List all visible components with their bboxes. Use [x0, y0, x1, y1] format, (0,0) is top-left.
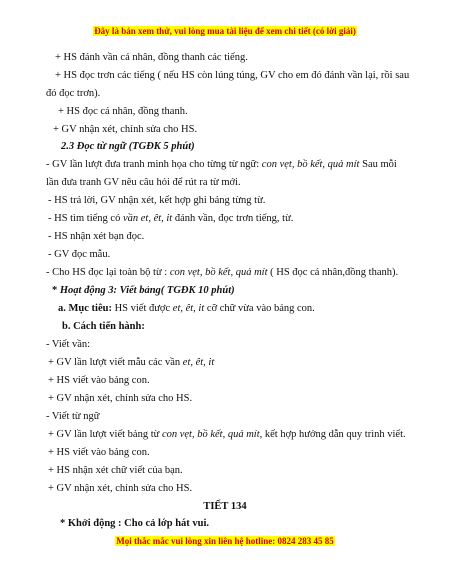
text-line: - HS trả lời, GV nhận xét, kết hợp ghi bảng từng từ.: [48, 195, 266, 206]
text-line: - Cho HS đọc lại toàn bộ từ : con vẹt, bồ kết, quả mít ( HS đọc cá nhân,đồng thanh).: [46, 267, 399, 278]
text-line: + HS đánh vần cá nhân, đồng thanh các tiếng.: [55, 52, 248, 63]
text-line: - Viết từ ngữ: [46, 411, 100, 422]
text-line: + HS viết vào bảng con.: [48, 375, 150, 386]
preview-notice-banner: Đây là bản xem thử, vui lòng mua tài liệu để xem chi tiết (có lời giải): [94, 26, 356, 36]
text-line: đó đọc trơn).: [46, 88, 101, 99]
text-line: + GV nhận xét, chỉnh sửa cho HS.: [53, 124, 198, 135]
text-line: + GV lần lượt viết mẫu các vần et, êt, it: [48, 357, 215, 368]
text-line: + GV lần lượt viết bảng từ con vẹt, bồ kết, quả mít, kết hợp hướng dẫn quy trình viết.: [48, 429, 406, 440]
lesson-title: TIẾT 134: [203, 501, 247, 512]
text-line: - GV lần lượt đưa tranh minh họa cho từng từ ngữ: con vẹt, bồ kết, quả mít Sau mỗi: [46, 159, 397, 170]
objective-line: a. Mục tiêu: HS viết được et, êt, it cỡ chữ vừa vào bảng con.: [58, 303, 315, 314]
text-line: + GV nhận xét, chỉnh sửa cho HS.: [48, 393, 193, 404]
text-line: - GV đọc mẫu.: [48, 249, 111, 260]
text-line: lần đưa tranh GV nêu câu hỏi để rút ra từ mới.: [46, 177, 241, 188]
text-line: + HS nhận xét chữ viết của bạn.: [48, 465, 183, 476]
hotline-banner: Mọi thắc mắc vui lòng xin liên hệ hotline: 0824 283 45 85: [116, 536, 334, 546]
text-line: + HS viết vào bảng con.: [48, 447, 150, 458]
procedure-heading: b. Cách tiến hành:: [62, 321, 145, 332]
text-line: + HS đọc trơn các tiếng ( nếu HS còn lúng túng, GV cho em đó đánh vần lại, rồi sau: [55, 70, 410, 81]
text-line: - HS tìm tiếng có vần et, êt, it đánh vần, đọc trơn tiếng, từ.: [48, 213, 294, 224]
activity-heading: * Hoạt động 3: Viết bảng( TGĐK 10 phút): [52, 285, 235, 296]
text-line: - HS nhận xét bạn đọc.: [48, 231, 145, 242]
text-line: - Viết vần:: [46, 339, 91, 350]
text-line: + GV nhận xét, chỉnh sửa cho HS.: [48, 483, 193, 494]
section-heading: 2.3 Đọc từ ngữ (TGĐK 5 phút): [61, 141, 195, 152]
text-line: + HS đọc cá nhân, đồng thanh.: [58, 106, 188, 117]
warmup-heading: * Khởi động : Cho cả lớp hát vui.: [60, 518, 210, 529]
